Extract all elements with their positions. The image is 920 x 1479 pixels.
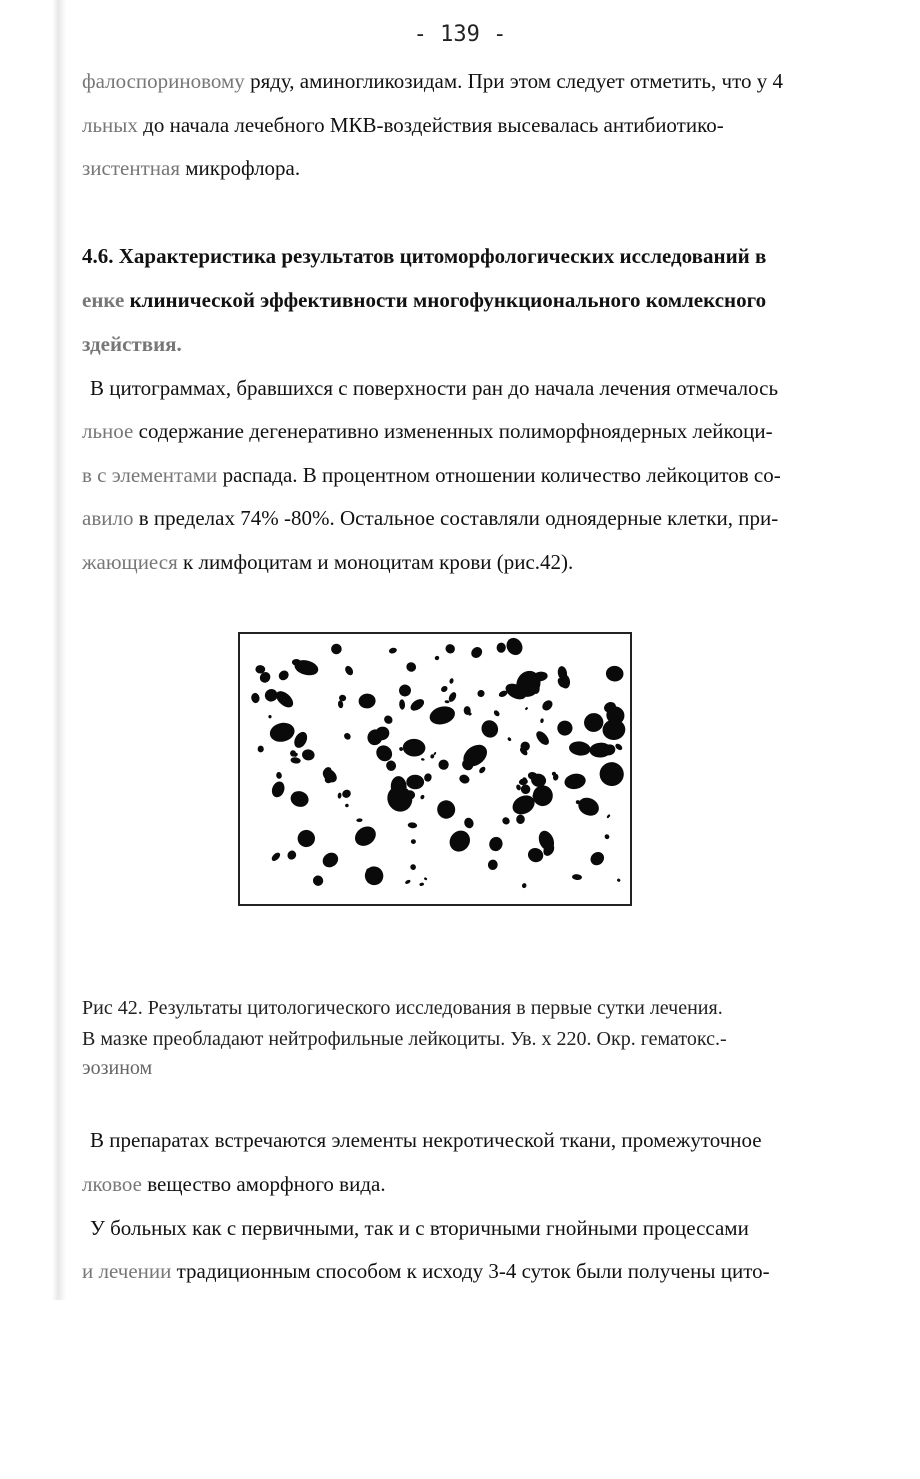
cell-blot	[356, 818, 362, 822]
cell-blot	[604, 833, 611, 840]
cell-blot	[351, 823, 379, 850]
binding-shadow	[52, 0, 66, 1300]
cell-blot	[402, 738, 425, 757]
cell-blot	[525, 707, 529, 711]
cell-blot	[405, 661, 418, 674]
cell-blot	[388, 647, 397, 654]
cell-blot	[424, 877, 428, 881]
cell-blot	[444, 700, 449, 703]
cell-blot	[297, 829, 316, 848]
cell-blot	[345, 803, 350, 807]
cell-blot	[478, 766, 487, 775]
cell-blot	[337, 792, 341, 798]
cell-blot	[385, 759, 397, 772]
cell-blot	[301, 749, 315, 762]
cell-blot	[493, 709, 501, 717]
cell-blot	[572, 874, 583, 881]
section-heading: енке клинической эффективности многофункционального комлексного	[82, 288, 767, 312]
cell-blot	[556, 719, 574, 737]
text-line: льных до начала лечебного МКВ-воздействия высевалась антибиотико-	[82, 113, 724, 137]
text-line: фалоспориновому ряду, аминогликозидам. При этом следует отметить, что у 4	[82, 69, 783, 93]
cell-blot	[534, 729, 552, 747]
cell-blot	[589, 742, 612, 758]
cell-blot	[478, 717, 501, 740]
cell-blot	[501, 816, 511, 826]
cell-blot	[408, 697, 426, 713]
cell-blot	[273, 688, 296, 710]
cell-blot	[344, 665, 355, 677]
text-line: зистентная микрофлора.	[82, 156, 301, 180]
cell-blot	[423, 772, 433, 782]
cell-blot	[563, 772, 587, 791]
cell-blot	[258, 746, 264, 753]
cell-blot	[419, 882, 424, 886]
cell-blot	[358, 693, 376, 709]
cell-blot	[445, 826, 474, 855]
cell-smear-image	[240, 634, 630, 904]
cell-blot	[428, 704, 457, 727]
cell-blot	[292, 730, 310, 750]
cell-blot	[497, 643, 506, 653]
cell-blot	[270, 851, 282, 862]
cell-blot	[399, 747, 404, 752]
figure-caption: Рис 42. Результаты цитологического исследования в первые сутки лечения.	[82, 997, 723, 1019]
cell-blot	[250, 692, 260, 703]
cell-blot	[616, 878, 620, 882]
cell-blot	[404, 879, 411, 885]
cell-blot	[421, 758, 425, 761]
cell-blot	[575, 794, 602, 819]
cell-blot	[409, 863, 417, 871]
text-line: У больных как с первичными, так и с вторичными гнойными процессами	[90, 1216, 749, 1240]
cell-blot	[286, 849, 298, 861]
section-heading: 4.6. Характеристика результатов цитоморфологических исследований в	[82, 244, 767, 268]
cell-blot	[540, 718, 544, 723]
figure-caption: В мазке преобладают нейтрофильные лейкоциты. Ув. х 220. Окр. гематокс.-	[82, 1028, 727, 1050]
page-number: - 139 -	[413, 22, 507, 47]
cell-blot	[434, 655, 440, 661]
cell-blot	[399, 699, 406, 710]
cell-blot	[363, 864, 386, 887]
cell-blot	[276, 772, 283, 780]
cell-blot	[270, 780, 287, 799]
cell-blot	[290, 757, 301, 765]
cell-blot	[463, 816, 475, 829]
cell-blot	[330, 643, 343, 655]
text-line: авило в пределах 74% -80%. Остальное составляли одноядерные клетки, при-	[82, 506, 779, 530]
cell-blot	[406, 775, 424, 790]
cell-blot	[268, 715, 272, 719]
text-line: в с элементами распада. В процентном отношении количество лейкоцитов со-	[82, 463, 781, 487]
text-line: лковое вещество аморфного вида.	[82, 1172, 386, 1196]
cell-blot	[277, 669, 291, 683]
cell-blot	[487, 835, 504, 853]
cell-blot	[477, 689, 485, 697]
cell-blot	[518, 778, 528, 786]
text-line: и лечении традиционным способом к исходу 3-4 суток были получены цито-	[82, 1259, 770, 1283]
cell-blot	[397, 682, 413, 698]
cell-blot	[411, 839, 416, 844]
cell-blot	[449, 678, 454, 684]
cell-blot	[311, 873, 326, 888]
cell-blot	[606, 814, 610, 819]
text-line: В препаратах встречаются элементы некротической ткани, промежуточное	[90, 1128, 762, 1152]
cell-blot	[597, 759, 627, 789]
micrograph-figure	[238, 632, 632, 906]
cell-blot	[289, 789, 311, 809]
cell-blot	[255, 665, 265, 674]
cell-blot	[268, 720, 297, 744]
cell-blot	[507, 737, 512, 742]
cell-blot	[458, 773, 471, 785]
cell-blot	[521, 882, 527, 888]
cell-blot	[588, 849, 607, 868]
cell-blot	[526, 846, 545, 864]
cell-blot	[341, 788, 353, 799]
cell-blot	[435, 798, 457, 820]
cell-blot	[516, 814, 525, 824]
cell-blot	[407, 822, 417, 829]
cell-blot	[436, 758, 450, 772]
text-line: жающиеся к лимфоцитам и моноцитам крови (рис.42).	[82, 550, 574, 574]
cell-blot	[444, 642, 457, 655]
cell-blot	[503, 635, 525, 658]
cell-blot	[515, 784, 521, 791]
cell-blot	[532, 785, 553, 807]
cell-blot	[440, 685, 449, 693]
cell-blot	[338, 700, 344, 708]
cell-blot	[320, 850, 341, 871]
section-heading: здействия.	[82, 332, 182, 356]
figure-caption: эозином	[82, 1057, 153, 1079]
cell-blot	[614, 742, 623, 751]
cell-blot	[420, 794, 426, 800]
cell-blot	[487, 859, 498, 871]
cell-blot	[343, 732, 352, 741]
text-line: льное содержание дегенеративно измененных полиморфноядерных лейкоци-	[82, 419, 773, 443]
cell-blot	[540, 698, 554, 712]
cell-blot	[382, 714, 394, 726]
cell-blot	[568, 740, 591, 757]
text-line: В цитограммах, бравшихся с поверхности ран до начала лечения отмечалось	[90, 376, 779, 400]
cell-blot	[469, 645, 484, 660]
